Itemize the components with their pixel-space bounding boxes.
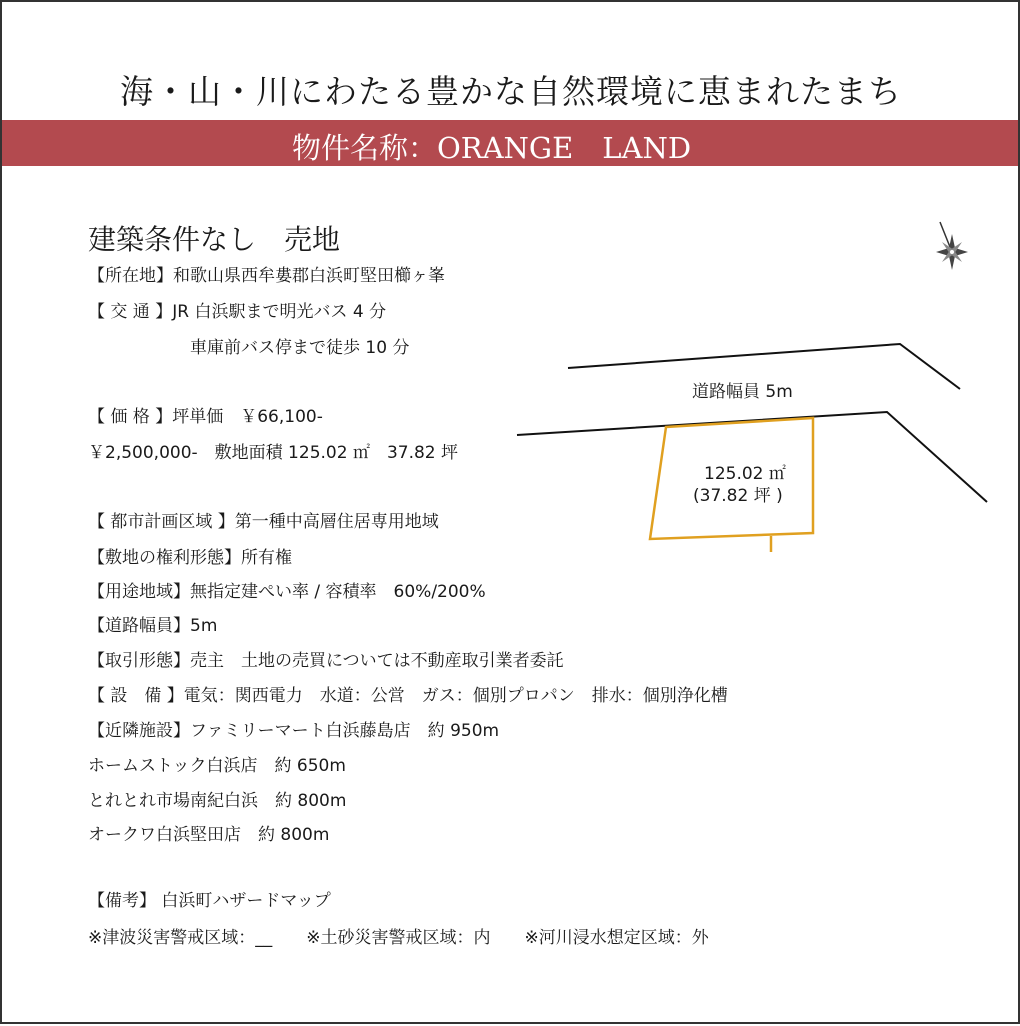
detail-transport-walk: 車庫前バス停まで徒歩 10 分	[88, 338, 410, 358]
detail-rights: 【敷地の権利形態】所有権	[88, 548, 292, 568]
detail-nearby-1: 【近隣施設】ファミリーマート白浜藤島店 約 950m	[88, 721, 500, 741]
detail-transport: 【 交 通 】JR 白浜駅まで明光バス 4 分	[88, 302, 387, 322]
detail-road-width: 【道路幅員】5m	[88, 616, 218, 636]
detail-transaction: 【取引形態】売主 土地の売買については不動産取引業者委託	[88, 651, 564, 671]
property-title: 物件名称：ORANGE LAND	[292, 131, 692, 165]
detail-city-planning: 【 都市計画区域 】第一種中高層住居専用地域	[88, 512, 439, 532]
detail-hazard: ※津波災害警戒区域：__ ※土砂災害警戒区域：内 ※河川浸水想定区域：外	[88, 928, 709, 948]
detail-price-total: ￥2,500,000- 敷地面積 125.02 ㎡ 37.82 坪	[88, 443, 459, 463]
compass-rose-icon	[930, 220, 974, 282]
title-band	[2, 120, 1018, 166]
detail-nearby-3: とれとれ市場南紀白浜 約 800m	[88, 791, 347, 811]
detail-remarks: 【備考】 白浜町ハザードマップ	[88, 891, 331, 911]
detail-price-per-tsubo: 【 価 格 】坪単価 ￥66,100-	[88, 407, 323, 427]
detail-location: 【所在地】和歌山県西牟婁郡白浜町堅田櫛ヶ峯	[88, 266, 445, 286]
detail-nearby-2: ホームストック白浜店 約 650m	[88, 756, 346, 776]
lot-area-tsubo: (37.82 坪 )	[693, 486, 783, 506]
detail-utilities: 【 設 備 】電気：関西電力 水道：公営 ガス：個別プロパン 排水：個別浄化槽	[88, 686, 728, 706]
detail-nearby-4: オークワ白浜堅田店 約 800m	[88, 825, 330, 845]
road-width-label: 道路幅員 5m	[692, 382, 793, 402]
lot-area-sqm: 125.02 ㎡	[704, 464, 786, 484]
listing-subtitle: 建築条件なし 売地	[88, 223, 341, 256]
headline: 海・山・川にわたる豊かな自然環境に恵まれたまち	[120, 72, 902, 111]
detail-zoning: 【用途地域】無指定建ぺい率 / 容積率 60%/200%	[88, 582, 486, 602]
